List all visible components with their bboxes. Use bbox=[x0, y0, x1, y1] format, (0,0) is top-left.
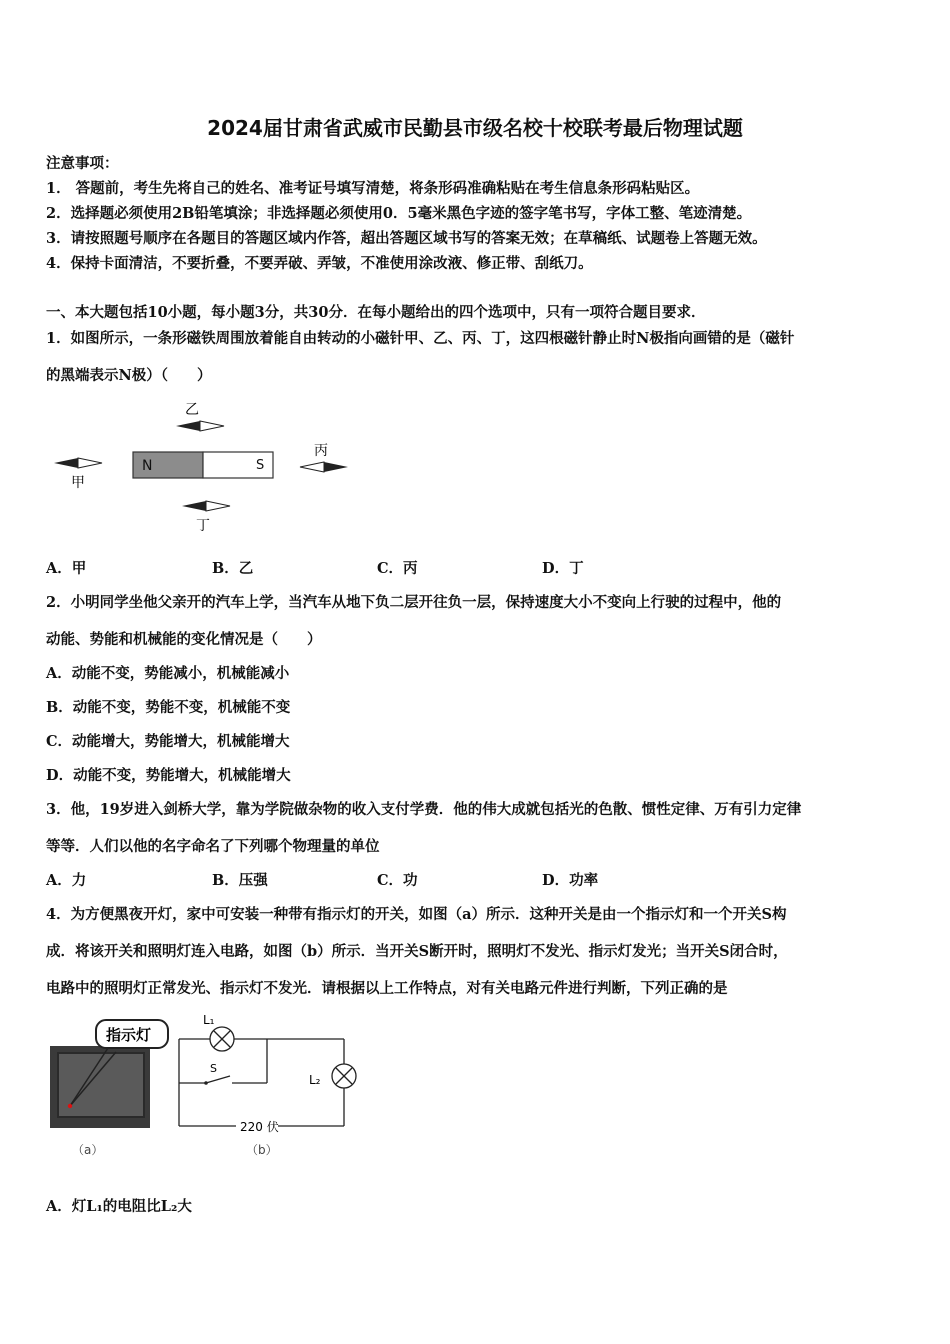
q4-stem-line3: 电路中的照明灯正常发光、指示灯不发光．请根据以上工作特点，对有关电路元件进行判断，下列正确的是 bbox=[46, 980, 728, 997]
q1-stem-line2: 的黑端表示N极）（ ） bbox=[46, 367, 212, 384]
section-heading: 一、本大题包括10小题，每小题3分，共30分．在每小题给出的四个选项中，只有一项符合题目要求． bbox=[46, 304, 706, 321]
needle-ding bbox=[182, 501, 230, 511]
q3-option-a[interactable]: A．力 bbox=[46, 872, 87, 889]
q4-option-a[interactable]: A．灯L₁的电阻比L₂大 bbox=[46, 1198, 192, 1215]
notice-item: 3．请按照题号顺序在各题目的答题区域内作答，超出答题区域书写的答案无效；在草稿纸、试题卷上答题无效。 bbox=[46, 230, 767, 247]
q2-option-a[interactable]: A．动能不变，势能减小，机械能减小 bbox=[46, 665, 290, 682]
q2-option-d[interactable]: D．动能不变，势能增大，机械能增大 bbox=[46, 767, 291, 784]
q2-stem-line1: 2．小明同学坐他父亲开的汽车上学，当汽车从地下负二层开往负一层，保持速度大小不变向上行驶的过程中，他的 bbox=[46, 594, 782, 611]
label-bing: 丙 bbox=[314, 443, 328, 459]
needle-yi bbox=[176, 421, 224, 431]
label-l2: L₂ bbox=[309, 1073, 321, 1087]
label-jia: 甲 bbox=[71, 475, 85, 491]
needle-bing bbox=[300, 462, 348, 472]
q4-switch-figure bbox=[46, 1008, 376, 1160]
q3-option-d[interactable]: D．功率 bbox=[542, 872, 599, 889]
label-ding: 丁 bbox=[196, 518, 210, 534]
label-l1: L₁ bbox=[203, 1013, 215, 1027]
magnet-n-label: N bbox=[142, 458, 153, 474]
q2-option-c[interactable]: C．动能增大，势能增大，机械能增大 bbox=[46, 733, 290, 750]
q1-option-b[interactable]: B．乙 bbox=[212, 560, 254, 577]
switch-pivot bbox=[204, 1081, 208, 1085]
label-s: S bbox=[210, 1062, 217, 1075]
label-voltage: 220 伏 bbox=[240, 1120, 279, 1134]
q1-option-c[interactable]: C．丙 bbox=[377, 560, 418, 577]
notice-item: 1． 答题前，考生先将自己的姓名、准考证号填写清楚，将条形码准确粘贴在考生信息条形码粘贴区。 bbox=[46, 180, 700, 197]
needle-jia bbox=[54, 458, 102, 468]
lamp-l1 bbox=[210, 1027, 234, 1051]
q2-stem-line2: 动能、势能和机械能的变化情况是（ ） bbox=[46, 631, 322, 648]
q3-option-c[interactable]: C．功 bbox=[377, 872, 418, 889]
indicator-label: 指示灯 bbox=[106, 1026, 152, 1044]
q3-option-b[interactable]: B．压强 bbox=[212, 872, 268, 889]
magnet-s-label: S bbox=[256, 458, 265, 473]
q4-stem-line1: 4．为方便黑夜开灯，家中可安装一种带有指示灯的开关，如图（a）所示．这种开关是由一个指示灯和一个开关S构 bbox=[46, 906, 787, 923]
q4-stem-line2: 成．将该开关和照明灯连入电路，如图（b）所示．当开关S断开时，照明灯不发光、指示灯发光；当开关S闭合时， bbox=[46, 943, 788, 960]
q1-option-a[interactable]: A．甲 bbox=[46, 560, 87, 577]
indicator-dot bbox=[68, 1104, 72, 1108]
q3-stem-line2: 等等．人们以他的名字命名了下列哪个物理量的单位 bbox=[46, 838, 380, 855]
q2-option-b[interactable]: B．动能不变，势能不变，机械能不变 bbox=[46, 699, 291, 716]
caption-b: （b） bbox=[246, 1143, 278, 1157]
page-title: 2024届甘肃省武威市民勤县市级名校十校联考最后物理试题 bbox=[207, 116, 743, 140]
notice-item: 2．选择题必须使用2B铅笔填涂；非选择题必须使用0．5毫米黑色字迹的签字笔书写，字体工整、笔迹清楚。 bbox=[46, 205, 752, 222]
lamp-l2 bbox=[332, 1064, 356, 1088]
q1-option-d[interactable]: D．丁 bbox=[542, 560, 584, 577]
q1-stem-line1: 1．如图所示，一条形磁铁周围放着能自由转动的小磁针甲、乙、丙、丁，这四根磁针静止时N极指向画错的是（磁针 bbox=[46, 330, 795, 347]
notice-heading: 注意事项： bbox=[46, 155, 119, 172]
q3-stem-line1: 3．他，19岁进入剑桥大学，靠为学院做杂物的收入支付学费．他的伟大成就包括光的色散、惯性定律、万有引力定律 bbox=[46, 801, 802, 818]
label-yi: 乙 bbox=[185, 402, 199, 418]
caption-a: （a） bbox=[72, 1143, 104, 1157]
notice-item: 4．保持卡面清洁，不要折叠，不要弄破、弄皱，不准使用涂改液、修正带、刮纸刀。 bbox=[46, 255, 593, 272]
q1-magnet-figure bbox=[46, 395, 366, 540]
